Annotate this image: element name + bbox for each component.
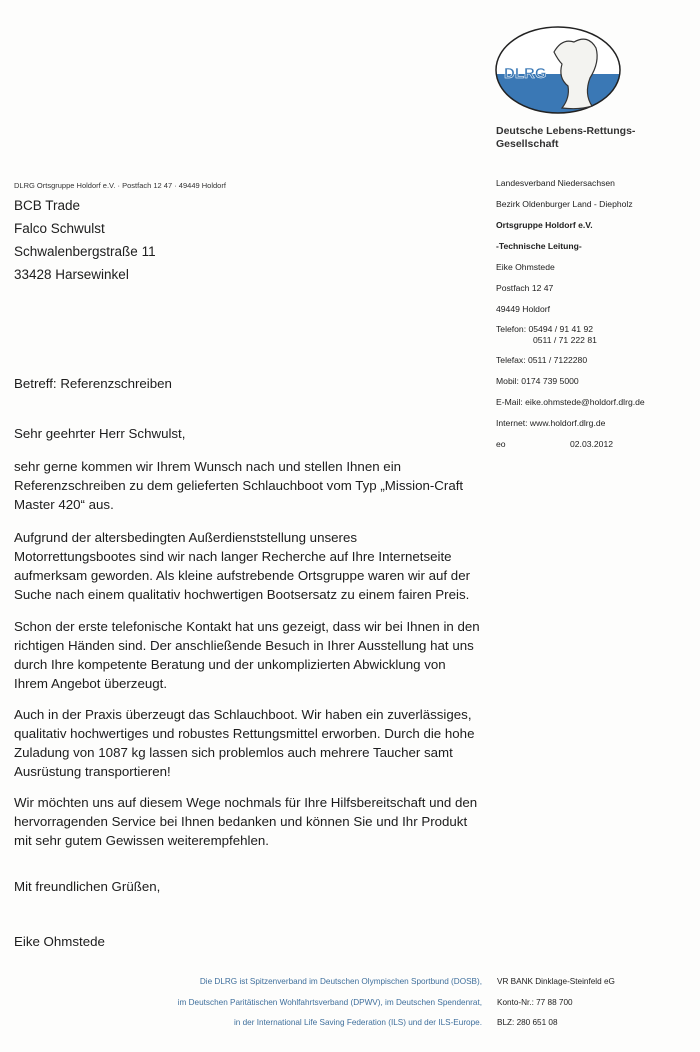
bezirk: Bezirk Oldenburger Land - Diepholz xyxy=(496,199,633,209)
recipient-company: BCB Trade xyxy=(14,198,81,213)
ort: 49449 Holdorf xyxy=(496,304,550,314)
text-line: Wir möchten uns auf diesem Wege nochmals für Ihre Hilfsbereitschaft und den xyxy=(14,795,478,810)
paragraph-3 xyxy=(14,617,480,693)
footer-line: im Deutschen Paritätischen Wohlfahrtsverband (DPWV), im Deutschen Spendenrat, xyxy=(177,997,482,1007)
paragraph-4 xyxy=(14,705,474,781)
text-line: hervorragenden Service bei Ihnen bedanken und können Sie und Ihr Produkt xyxy=(14,814,468,829)
landesverband: Landesverband Niedersachsen xyxy=(496,178,615,188)
text-line: Master 420“ aus. xyxy=(14,497,114,512)
closing: Mit freundlichen Grüßen, xyxy=(14,879,161,894)
recipient-city: 33428 Harsewinkel xyxy=(14,267,129,282)
logo-text: DLRG xyxy=(504,65,547,82)
ortsgruppe: Ortsgruppe Holdorf e.V. xyxy=(496,220,593,230)
text-line: aufmerksam geworden. Als kleine aufstrebende Ortsgruppe waren wir auf der xyxy=(14,568,471,583)
text-line: qualitativ hochwertiges und robustes Rettungsmittel erworben. Durch die hohe xyxy=(14,726,475,741)
contact-name: Eike Ohmstede xyxy=(496,262,555,272)
text-line: richtigen Händen sind. Der anschließende Besuch in Ihrer Ausstellung hat uns xyxy=(14,638,474,653)
text-line: sehr gerne kommen wir Ihrem Wunsch nach und stellen Ihnen ein xyxy=(14,459,402,474)
postfach: Postfach 12 47 xyxy=(496,283,554,293)
text-line: Referenzschreiben zu dem gelieferten Schlauchboot vom Typ „Mission-Craft xyxy=(14,478,464,493)
bank-code: BLZ: 280 651 08 xyxy=(497,1018,558,1027)
recipient-name: Falco Schwulst xyxy=(14,221,105,236)
abteilung: -Technische Leitung- xyxy=(496,241,582,251)
logo-tagline xyxy=(496,125,635,151)
text-line: mit sehr gutem Gewissen weiterempfehlen. xyxy=(14,833,269,848)
reference-sign: eo xyxy=(496,439,506,449)
telefon-2: 0511 / 71 222 81 xyxy=(533,335,597,345)
footer-line: Die DLRG ist Spitzenverband im Deutschen Olympischen Sportbund (DOSB), xyxy=(199,977,482,986)
email-link[interactable]: E-Mail: eike.ohmstede@holdorf.dlrg.de xyxy=(496,397,645,407)
paragraph-1 xyxy=(14,457,463,514)
text-line: Zuladung von 1087 kg lassen sich problemlos auch mehrere Taucher samt xyxy=(14,745,453,760)
website-link[interactable]: Internet: www.holdorf.dlrg.de xyxy=(496,418,606,428)
footer-line: in der International Life Saving Federation (ILS) und der ILS-Europe. xyxy=(233,1018,482,1027)
dlrg-logo xyxy=(494,24,624,121)
tagline-line: Gesellschaft xyxy=(496,138,559,150)
text-line: Auch in der Praxis überzeugt das Schlauchboot. Wir haben ein zuverlässiges, xyxy=(14,707,472,722)
text-line: Motorrettungsbootes sind wir nach langer Recherche auf Ihre Internetseite xyxy=(14,549,452,564)
mobil: Mobil: 0174 739 5000 xyxy=(496,376,579,386)
tagline-line: Deutsche Lebens-Rettungs- xyxy=(496,125,636,137)
telefax: Telefax: 0511 / 7122280 xyxy=(496,355,588,365)
text-line: Ausrüstung transportieren! xyxy=(14,764,171,779)
letter-date: 02.03.2012 xyxy=(570,439,614,449)
salutation: Sehr geehrter Herr Schwulst, xyxy=(14,426,186,441)
text-line: Schon der erste telefonische Kontakt hat uns gezeigt, dass wir bei Ihnen in den xyxy=(14,619,480,634)
paragraph-2 xyxy=(14,528,470,604)
bank-account: Konto-Nr.: 77 88 700 xyxy=(497,997,573,1007)
text-line: Suche nach einem qualitativ hochwertigen Bootsersatz zu einem fairen Preis. xyxy=(14,587,470,602)
sender-line: DLRG Ortsgruppe Holdorf e.V. · Postfach 12 47 · 49449 Holdorf xyxy=(14,181,226,190)
signature-name: Eike Ohmstede xyxy=(14,934,105,949)
text-line: Aufgrund der altersbedingten Außerdienststellung unseres xyxy=(14,530,357,545)
paragraph-5 xyxy=(14,793,477,850)
text-line: durch Ihre kompetente Beratung und der unkomplizierten Abwicklung von xyxy=(14,657,446,672)
footer-bank xyxy=(497,972,615,1034)
text-line: Ihrem Angebot überzeugt. xyxy=(14,676,168,691)
recipient-street: Schwalenbergstraße 11 xyxy=(14,244,156,259)
bank-name: VR BANK Dinklage-Steinfeld eG xyxy=(497,977,615,986)
footer-memberships xyxy=(178,972,482,1034)
telefon-1: Telefon: 05494 / 91 41 92 xyxy=(496,324,593,334)
subject: Betreff: Referenzschreiben xyxy=(14,376,172,391)
